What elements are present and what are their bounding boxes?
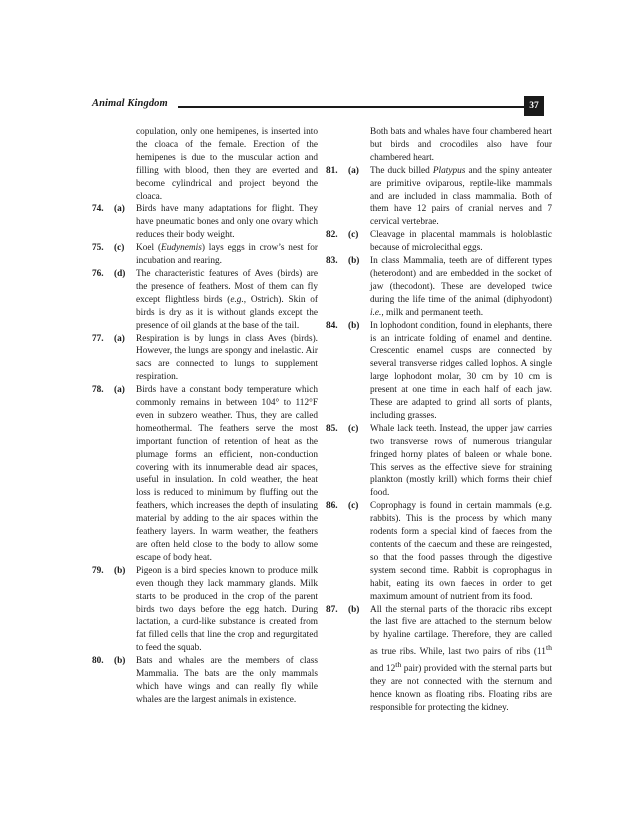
answer-number: 76. [92,268,104,279]
answer-84 [326,320,552,423]
answer-text: All the sternal parts of the thoracic ribs except the last five are attached to the sternum below by hyaline cartilage. Therefore, they are called as true ribs. While, last two pairs of ribs (11th and 12th pair) provided with the sternal parts but they are not connected with the sternum and hence known as floating ribs. Floating ribs are responsible for protecting the kidney. [370,604,552,714]
answer-text: Coprophagy is found in certain mammals (e.g. rabbits). This is the process by which many rodents form a special kind of faeces from the contents of the caecum and these are reingested, so that the food passes through the digestive system second time. Rabbit is coprophagus in habit, eating its own faeces in order to get maximum amount of nutrient from its food. [370,501,552,602]
answer-76 [92,268,318,333]
continued-paragraph: Both bats and whales have four chambered heart but birds and crocodiles also have four chambered heart. [370,127,552,163]
answer-text: Birds have many adaptations for flight. They have pneumatic bones and only one ovary which reduces their body weight. [136,204,318,241]
answer-option: (b) [114,565,126,576]
answer-text: In class Mammalia, teeth are of different types (heterodont) and are embedded in the socket of jaw (thecodont). These are developed twice during the life time of the animal (diphyodont) i.e., milk and permanent teeth. [370,256,552,318]
answer-text: The characteristic features of Aves (birds) are the presence of feathers. Most of them can fly except flightless birds (e.g., Ostrich). Skin of birds is dry as it is without glands except the presence of oil glands at the base of the tail. [136,268,319,331]
answer-option: (b) [348,256,360,267]
answer-number: 80. [92,656,104,667]
answer-option: (c) [348,230,359,241]
answer-option: (c) [348,501,359,512]
answer-text: Whale lack teeth. Instead, the upper jaw carries two transverse rows of numerous triangular fringed horny plates of baleen or whale bone. This serves as the effective sieve for straining plankton (mostly krill) which forms their chief food. [370,423,552,499]
answer-77 [92,333,318,385]
answer-number: 78. [92,385,104,396]
answer-text: Respiration is by lungs in class Aves (birds). However, the lungs are spongy and inelastic. Air sacs are connected to lungs to supplement respiration. [136,333,318,383]
answer-option: (a) [114,333,125,344]
answer-option: (b) [348,604,360,615]
answer-78 [92,384,318,565]
answer-number: 79. [92,565,104,576]
answer-option: (c) [114,243,125,254]
answer-text: Cleavage in placental mammals is holoblastic because of microlecithal eggs. [370,230,552,254]
answer-option: (a) [114,204,125,215]
answer-74 [92,203,318,242]
running-title: Animal Kingdom [92,98,168,109]
answer-number: 82. [326,230,338,241]
answer-number: 83. [326,256,338,267]
answer-number: 75. [92,243,104,254]
answer-number: 87. [326,604,338,615]
answer-text: The duck billed Platypus and the spiny anteater are primitive oviparous, reptile-like mammals and are included in class mammalia. Both of them have 12 pairs of cranial nerves and 7 cervical vertebrae. [370,165,552,228]
answer-text: Bats and whales are the members of class Mammalia. The bats are the only mammals which have wings and can really fly while whales are the largest animals in existence. [136,656,318,705]
answer-85 [326,423,552,500]
answer-text: Pigeon is a bird species known to produce milk even though they lack mammary glands. Milk starts to be produced in the crop of the parent birds two days before the egg hatch. During lactation, a curd-like substance is created from fat filled cells that line the crop and regurgitated to feed the squab. [136,565,318,654]
answer-number: 86. [326,501,338,512]
answer-option: (d) [114,268,126,279]
answer-79 [92,565,318,655]
answer-number: 85. [326,423,338,434]
answer-80 [92,655,318,707]
answer-82 [326,229,552,255]
answer-option: (a) [114,385,125,396]
answer-87 [326,604,552,715]
answer-text: Birds have a constant body temperature which commonly remains in between 104° to 112°F even in subzero weather. Thus, they are called homeothermal. The feathers serve the most important function of retention of heat as the plumage forms an efficient, non-conduction covering with its innumerable dead air spaces, useful in insulation. In cold weather, the heat loss is reduced to minimum by fluffing out the feathers, which increases the depth of insulating material by adding to the air spaces within the feathery layers. In warm weather, the feathers are often held close to the body to allow some escape of body heat. [136,385,318,563]
page-header [92,96,544,118]
answer-86 [326,500,552,603]
answer-number: 81. [326,165,338,176]
answer-option: (b) [114,656,126,667]
answer-number: 74. [92,204,104,215]
right-column [326,126,552,715]
answer-83 [326,255,552,320]
answer-number: 84. [326,320,338,331]
answer-81 [326,165,552,230]
continued-paragraph: copulation, only one hemipenes, is inserted into the cloaca of the female. Erection of the hemipenes is due to the muscular action and filling with blood, then they are everted and become cylindrical and project beyond the cloaca. [136,127,318,202]
page-number: 37 [524,96,544,116]
header-rule [178,106,524,108]
answer-number: 77. [92,333,104,344]
answer-option: (a) [348,165,359,176]
left-column [92,126,318,707]
answer-75 [92,242,318,268]
answer-option: (b) [348,320,360,331]
answer-option: (c) [348,423,359,434]
answer-text: Koel (Eudynemis) lays eggs in crow’s nest for incubation and rearing. [136,243,318,267]
answer-text: In lophodont condition, found in elephants, there is an intricate folding of enamel and dentine. Crescentic enamel cusps are connected by several transverse ridges called lophos. A single large lophodont molar, 30 cm by 10 cm is present at one time in each half of each jaw. These are adapted to grind all sorts of plants, including grasses. [370,320,552,421]
